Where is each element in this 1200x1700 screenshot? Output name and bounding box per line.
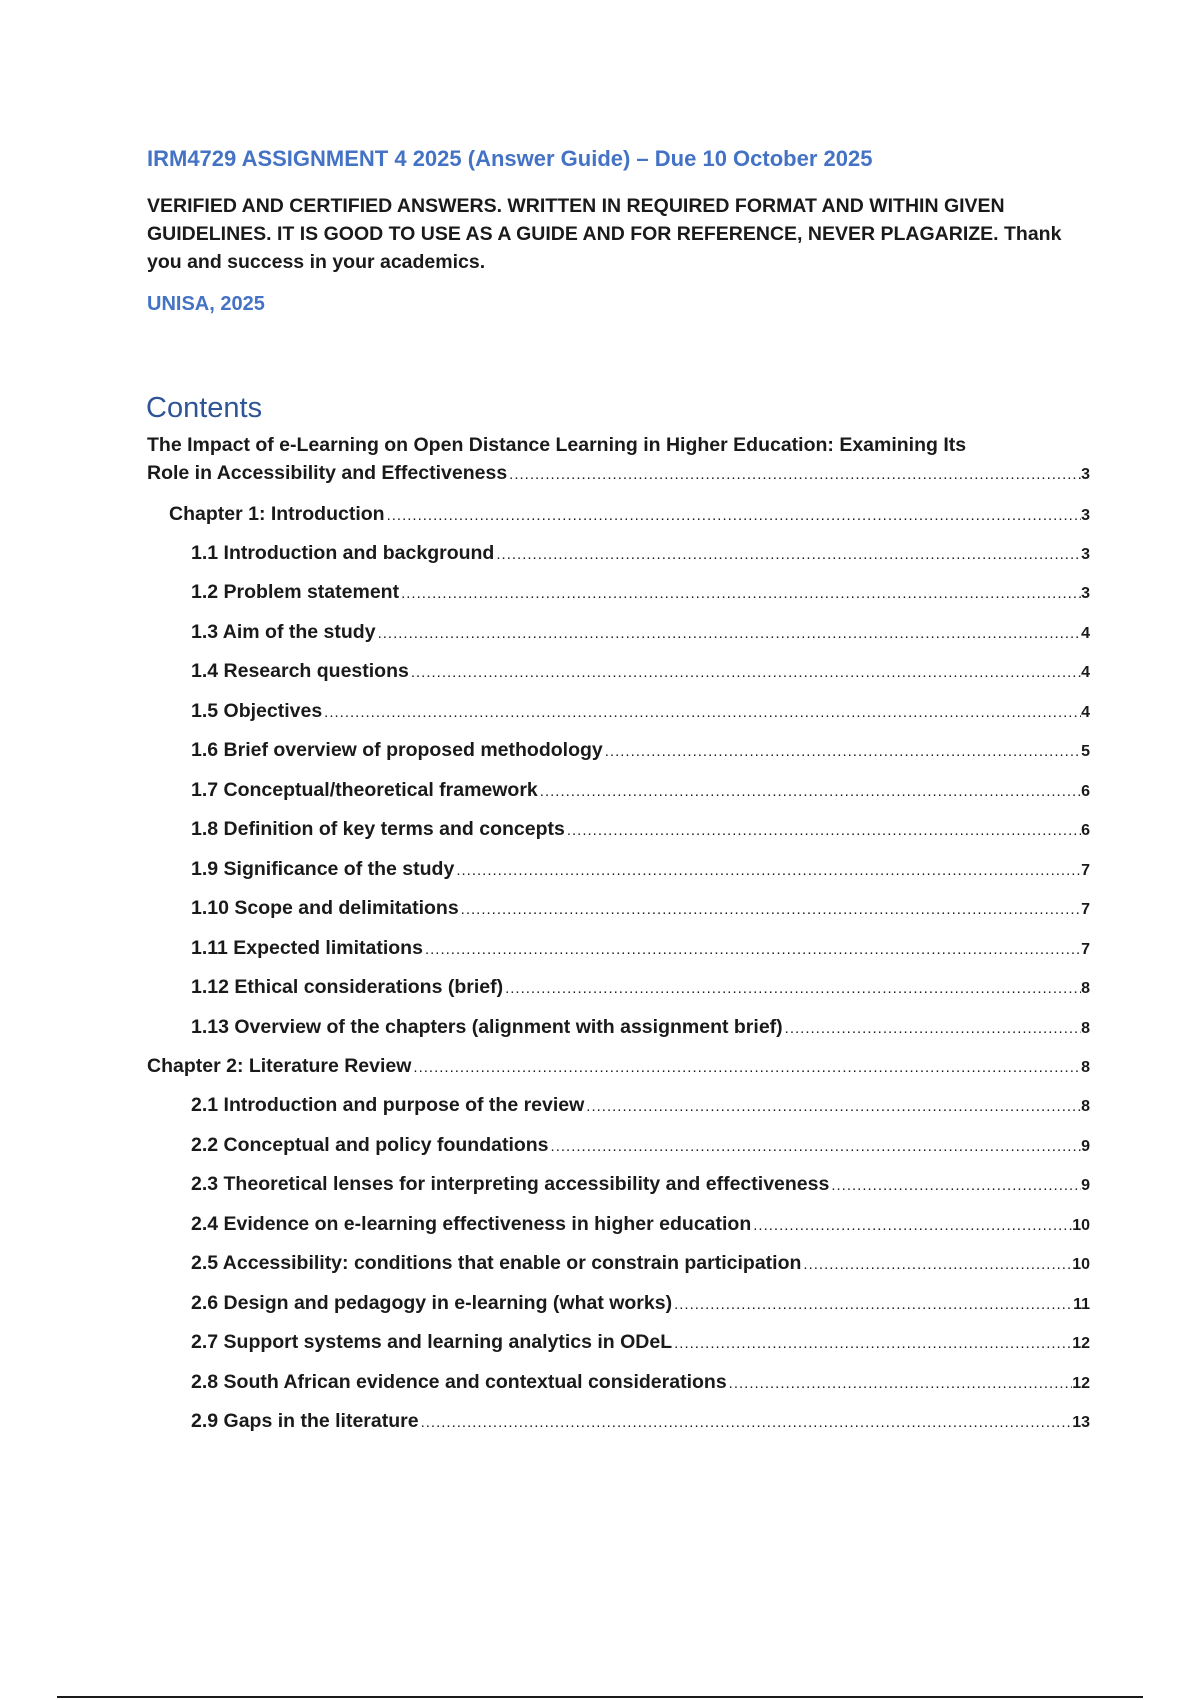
toc-page-number: 11 <box>1073 1296 1090 1313</box>
toc-dot-leader <box>411 659 1081 687</box>
toc-entry-text: 2.7 Support systems and learning analytics in ODeL <box>191 1331 673 1353</box>
toc-entry-text: 2.8 South African evidence and contextual considerations <box>191 1371 727 1393</box>
toc-entry-text: 2.3 Theoretical lenses for interpreting accessibility and effectiveness <box>191 1173 830 1195</box>
toc-page-number: 4 <box>1081 704 1090 721</box>
toc-entry-text: 2.1 Introduction and purpose of the review <box>191 1094 585 1116</box>
toc-page-number: 13 <box>1072 1414 1090 1431</box>
toc-entry-2-1[interactable] <box>191 1091 1090 1121</box>
toc-page-number: 3 <box>1081 507 1090 524</box>
toc-entry-1-4[interactable] <box>191 657 1090 687</box>
toc-page-number: 5 <box>1081 743 1090 760</box>
toc-dot-leader <box>785 1015 1081 1043</box>
toc-entry-text: Chapter 2: Literature Review <box>147 1055 412 1077</box>
toc-dot-leader <box>753 1212 1072 1240</box>
toc-entry-1-11[interactable] <box>191 934 1090 964</box>
toc-entry-text: 2.4 Evidence on e-learning effectiveness in higher education <box>191 1213 752 1235</box>
toc-dot-leader <box>324 699 1081 727</box>
toc-entry-chapter-1[interactable] <box>169 500 1090 530</box>
toc-entry-text: 1.11 Expected limitations <box>191 937 423 959</box>
toc-entry-2-6[interactable] <box>191 1289 1090 1319</box>
toc-entry-text: 1.13 Overview of the chapters (alignment with assignment brief) <box>191 1016 783 1038</box>
toc-page-number: 12 <box>1072 1335 1090 1352</box>
toc-page-number: 3 <box>1081 585 1090 602</box>
toc-entry-text: 1.6 Brief overview of proposed methodology <box>191 739 603 761</box>
toc-dot-leader <box>425 936 1081 964</box>
toc-entry-1-3[interactable] <box>191 618 1090 648</box>
toc-dot-leader <box>803 1251 1072 1279</box>
toc-page-number: 4 <box>1081 664 1090 681</box>
toc-dot-leader <box>674 1291 1073 1319</box>
toc-entry-text: 1.4 Research questions <box>191 660 409 682</box>
toc-entry-text: 2.5 Accessibility: conditions that enable or constrain participation <box>191 1252 802 1274</box>
toc-dot-leader <box>729 1370 1073 1398</box>
toc-page-number: 10 <box>1072 1256 1090 1273</box>
toc-page-number: 4 <box>1081 625 1090 642</box>
toc-entry-chapter-2[interactable] <box>147 1052 1090 1082</box>
toc-dot-leader <box>387 502 1082 530</box>
toc-dot-leader <box>421 1409 1073 1437</box>
toc-page-number: 3 <box>1081 466 1090 483</box>
toc-page-number: 3 <box>1081 546 1090 563</box>
toc-dot-leader <box>551 1133 1082 1161</box>
toc-page-number: 7 <box>1081 941 1090 958</box>
toc-entry-text: 1.10 Scope and delimitations <box>191 897 459 919</box>
toc-page-number: 8 <box>1081 1098 1090 1115</box>
toc-entry-1-1[interactable] <box>191 539 1090 569</box>
toc-entry-text: 1.12 Ethical considerations (brief) <box>191 976 504 998</box>
toc-entry-2-7[interactable] <box>191 1328 1090 1358</box>
toc-entry-text: 1.3 Aim of the study <box>191 621 376 643</box>
toc-dot-leader <box>605 738 1081 766</box>
toc-page-number: 9 <box>1081 1138 1090 1155</box>
toc-entry-title[interactable] <box>147 431 1090 489</box>
toc-entry-1-12[interactable] <box>191 973 1090 1003</box>
toc-entry-text: 2.2 Conceptual and policy foundations <box>191 1134 549 1156</box>
toc-entry-1-2[interactable] <box>191 578 1090 608</box>
toc-page-number: 6 <box>1081 822 1090 839</box>
toc-entry-title-line2: Role in Accessibility and Effectiveness <box>147 462 508 484</box>
toc-entry-1-7[interactable] <box>191 776 1090 806</box>
footer-divider <box>57 1696 1143 1698</box>
verification-notice: VERIFIED AND CERTIFIED ANSWERS. WRITTEN IN REQUIRED FORMAT AND WITHIN GIVEN GUIDELINES. IT IS GOOD TO USE AS A GUIDE AND FOR REFERENCE, NEVER PLAGARIZE. Thank you and success in your academics. <box>147 195 1062 273</box>
toc-entry-1-9[interactable] <box>191 855 1090 885</box>
toc-page-number: 8 <box>1081 1059 1090 1076</box>
toc-entry-2-2[interactable] <box>191 1131 1090 1161</box>
toc-dot-leader <box>505 975 1081 1003</box>
toc-entry-2-8[interactable] <box>191 1368 1090 1398</box>
toc-page-number: 9 <box>1081 1177 1090 1194</box>
contents-heading: Contents <box>146 392 263 424</box>
institution-label: UNISA, 2025 <box>147 293 265 315</box>
toc-page-number: 6 <box>1081 783 1090 800</box>
toc-page-number: 12 <box>1072 1375 1090 1392</box>
toc-entry-2-4[interactable] <box>191 1210 1090 1240</box>
toc-entry-1-13[interactable] <box>191 1013 1090 1043</box>
toc-page-number: 7 <box>1081 862 1090 879</box>
toc-entry-text: 1.1 Introduction and background <box>191 542 495 564</box>
toc-dot-leader <box>567 817 1081 845</box>
toc-entry-2-5[interactable] <box>191 1249 1090 1279</box>
toc-entry-text: 1.8 Definition of key terms and concepts <box>191 818 565 840</box>
toc-entry-2-3[interactable] <box>191 1170 1090 1200</box>
toc-page-number: 8 <box>1081 1020 1090 1037</box>
toc-dot-leader <box>509 461 1081 489</box>
toc-dot-leader <box>496 541 1081 569</box>
toc-entry-1-10[interactable] <box>191 894 1090 924</box>
toc-dot-leader <box>831 1172 1081 1200</box>
toc-entry-text: 2.9 Gaps in the literature <box>191 1410 419 1432</box>
toc-entry-text: 1.9 Significance of the study <box>191 858 455 880</box>
toc-dot-leader <box>378 620 1082 648</box>
toc-entry-text: 1.2 Problem statement <box>191 581 400 603</box>
toc-page-number: 7 <box>1081 901 1090 918</box>
toc-page-number: 8 <box>1081 980 1090 997</box>
toc-dot-leader <box>586 1093 1081 1121</box>
toc-entry-1-5[interactable] <box>191 697 1090 727</box>
toc-entry-text: Chapter 1: Introduction <box>169 503 385 525</box>
toc-dot-leader <box>413 1054 1081 1082</box>
toc-dot-leader <box>456 857 1081 885</box>
toc-entry-text: 1.5 Objectives <box>191 700 323 722</box>
toc-entry-1-6[interactable] <box>191 736 1090 766</box>
document-title: IRM4729 ASSIGNMENT 4 2025 (Answer Guide) – Due 10 October 2025 <box>147 146 873 171</box>
toc-dot-leader <box>540 778 1081 806</box>
toc-dot-leader <box>674 1330 1072 1358</box>
toc-dot-leader <box>401 580 1081 608</box>
toc-entry-1-8[interactable] <box>191 815 1090 845</box>
toc-entry-text: 2.6 Design and pedagogy in e-learning (what works) <box>191 1292 673 1314</box>
toc-dot-leader <box>461 896 1081 924</box>
toc-entry-title-line2-row <box>147 459 1090 489</box>
toc-entry-title-line1: The Impact of e-Learning on Open Distance Learning in Higher Education: Examining Its <box>147 434 967 456</box>
toc-entry-2-9[interactable] <box>191 1407 1090 1437</box>
toc-page-number: 10 <box>1072 1217 1090 1234</box>
toc-entry-text: 1.7 Conceptual/theoretical framework <box>191 779 538 801</box>
